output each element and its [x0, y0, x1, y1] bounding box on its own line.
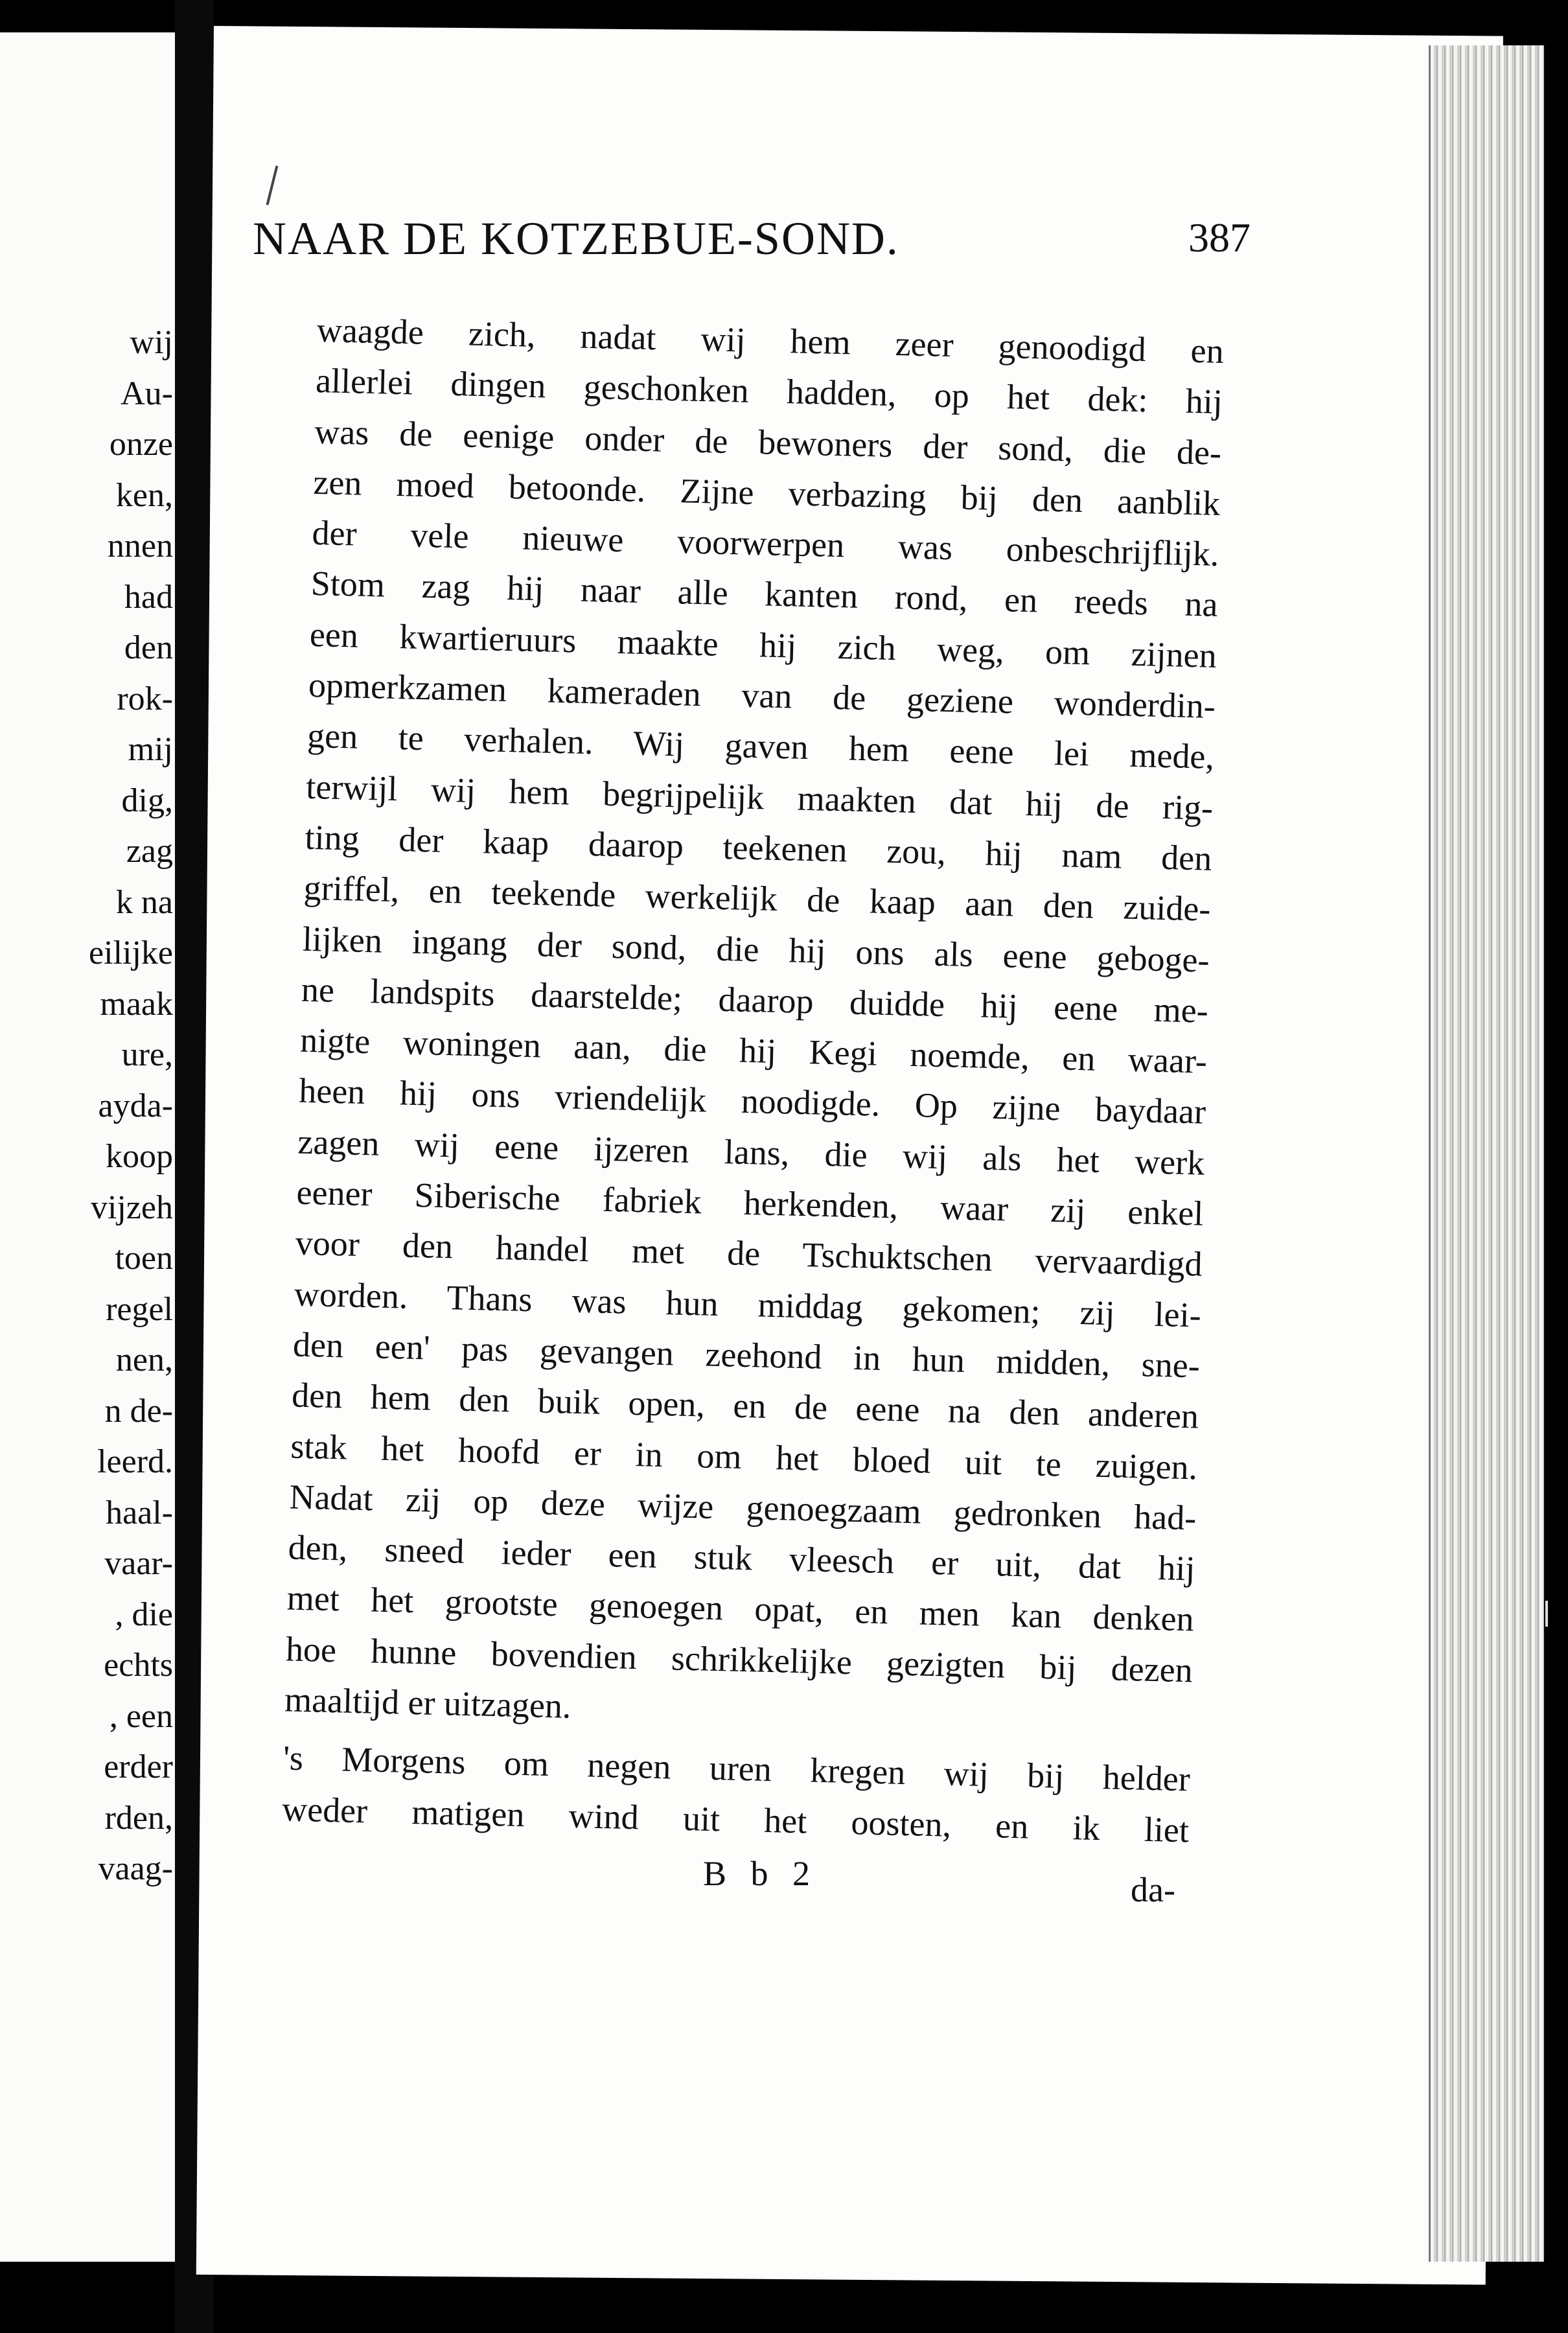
facing-page-text-fragments: [89, 318, 173, 1895]
text-line: een kwartieruurs maakte hij zich weg, om zijnen: [309, 614, 1217, 675]
facing-page-line: n de-: [104, 1392, 173, 1430]
facing-page-line: eilijke: [89, 934, 173, 971]
facing-page-line: nnen: [107, 528, 173, 564]
running-head: [253, 194, 1251, 266]
facing-page-line: regel: [106, 1290, 173, 1328]
facing-page-line: vijzeh: [90, 1189, 173, 1226]
text-line: ting der kaap daarop teekenen zou, hij nam den: [304, 817, 1212, 878]
running-head-title: NAAR DE KOTZEBUE-SOND.: [253, 213, 899, 264]
facing-page-line: wij: [130, 324, 173, 361]
text-line: zagen wij eene ijzeren lans, die wij als het werk: [297, 1122, 1205, 1183]
text-line: zen moed betoonde. Zijne verbazing bij den aanblik: [312, 462, 1221, 523]
text-line: lijken ingang der sond, die hij ons als eene geboge-: [302, 919, 1210, 980]
text-line: Stom zag hij naar alle kanten rond, en reeds na: [310, 564, 1219, 625]
text-line: 's Morgens om negen uren kregen wij bij helder: [282, 1738, 1191, 1799]
facing-page-line: Au-: [121, 375, 173, 412]
facing-page-line: zag: [126, 833, 173, 870]
facing-page-line: haal-: [106, 1494, 173, 1531]
text-line: ne landspits daarstelde; daarop duidde hij eene me-: [301, 969, 1209, 1030]
text-line: maaltijd er uitzagen.: [284, 1680, 572, 1726]
facing-page-line: ure,: [121, 1036, 173, 1073]
facing-page-line: den: [124, 629, 173, 666]
facing-page-line: maak: [100, 985, 173, 1023]
text-line: griffel, en teekende werkelijk de kaap aan den zuide-: [303, 868, 1212, 929]
page-edge-mark: [1545, 1601, 1562, 1627]
text-line: eener Siberische fabriek herkenden, waar zij enkel: [296, 1172, 1205, 1233]
text-line: stak het hoofd er in om het bloed uit te zuigen.: [290, 1426, 1198, 1487]
text-line: den hem den buik open, en de eene na den anderen: [291, 1375, 1199, 1436]
text-line: gen te verhalen. Wij gaven hem eene lei mede,: [306, 716, 1215, 777]
text-line: nigte woningen aan, die hij Kegi noemde, en waar-: [299, 1020, 1208, 1081]
facing-page-line: rok-: [117, 680, 173, 717]
text-line: opmerkzamen kameraden van de geziene wonderdin-: [308, 665, 1216, 726]
facing-page-line: rden,: [104, 1799, 173, 1837]
text-line: voor den handel met de Tschuktschen vervaardigd: [295, 1223, 1203, 1284]
text-line: hoe hunne bovendien schrikkelijke gezigten bij dezen: [285, 1629, 1193, 1690]
facing-page-line: vaar-: [104, 1545, 173, 1582]
facing-page-line: onze: [109, 426, 173, 463]
facing-page-left: [0, 32, 178, 2262]
facing-page-line: ayda-: [98, 1087, 173, 1124]
facing-page-line: vaag-: [98, 1850, 173, 1887]
page-number: 387: [1188, 215, 1251, 261]
facing-page-line: leerd.: [97, 1443, 173, 1480]
text-line: den, sneed ieder een stuk vleesch er uit, dat hij: [288, 1527, 1196, 1588]
paragraph: [281, 1733, 1190, 1856]
text-line: terwijl wij hem begrijpelijk maakten dat hij de rig-: [305, 767, 1214, 828]
facing-page-line: dig,: [121, 782, 173, 819]
facing-page-line: koop: [106, 1138, 173, 1175]
text-line: waagde zich, nadat wij hem zeer genoodigd en: [316, 310, 1225, 371]
body-text: [281, 305, 1224, 1855]
facing-page-line: k na: [115, 883, 173, 921]
facing-page-line: , die: [115, 1596, 173, 1633]
text-line: was de eenige onder de bewoners der sond, die de-: [314, 412, 1222, 472]
facing-page-line: erder: [104, 1748, 173, 1785]
facing-page-line: mij: [128, 731, 173, 768]
facing-page-line: , een: [109, 1697, 173, 1735]
facing-page-line: ken,: [115, 476, 173, 514]
catchword: da-: [1131, 1870, 1175, 1909]
text-line: weder matigen wind uit het oosten, en ik liet: [281, 1789, 1190, 1850]
text-line: allerlei dingen geschonken hadden, op het dek: hij: [315, 361, 1223, 422]
text-line: heen hij ons vriendelijk noodigde. Op zijne baydaar: [298, 1071, 1206, 1132]
text-line: Nadat zij op deze wijze genoegzaam gedronken had-: [288, 1477, 1197, 1538]
text-line: met het grootste genoegen opat, en men kan denken: [286, 1578, 1195, 1639]
page-edge-stack: [1429, 45, 1544, 2262]
text-line: worden. Thans was hun middag gekomen; zij lei-: [294, 1274, 1202, 1335]
facing-page-line: echts: [104, 1647, 173, 1684]
signature-mark: B b 2: [703, 1854, 818, 1893]
facing-page-line: nen,: [115, 1341, 173, 1378]
paragraph: [284, 305, 1224, 1747]
facing-page-line: toen: [115, 1240, 173, 1277]
text-line: der vele nieuwe voorwerpen was onbeschrijflijk.: [311, 513, 1220, 574]
facing-page-line: had: [124, 578, 173, 616]
text-line: den een' pas gevangen zeehond in hun midden, sne-: [292, 1325, 1201, 1386]
